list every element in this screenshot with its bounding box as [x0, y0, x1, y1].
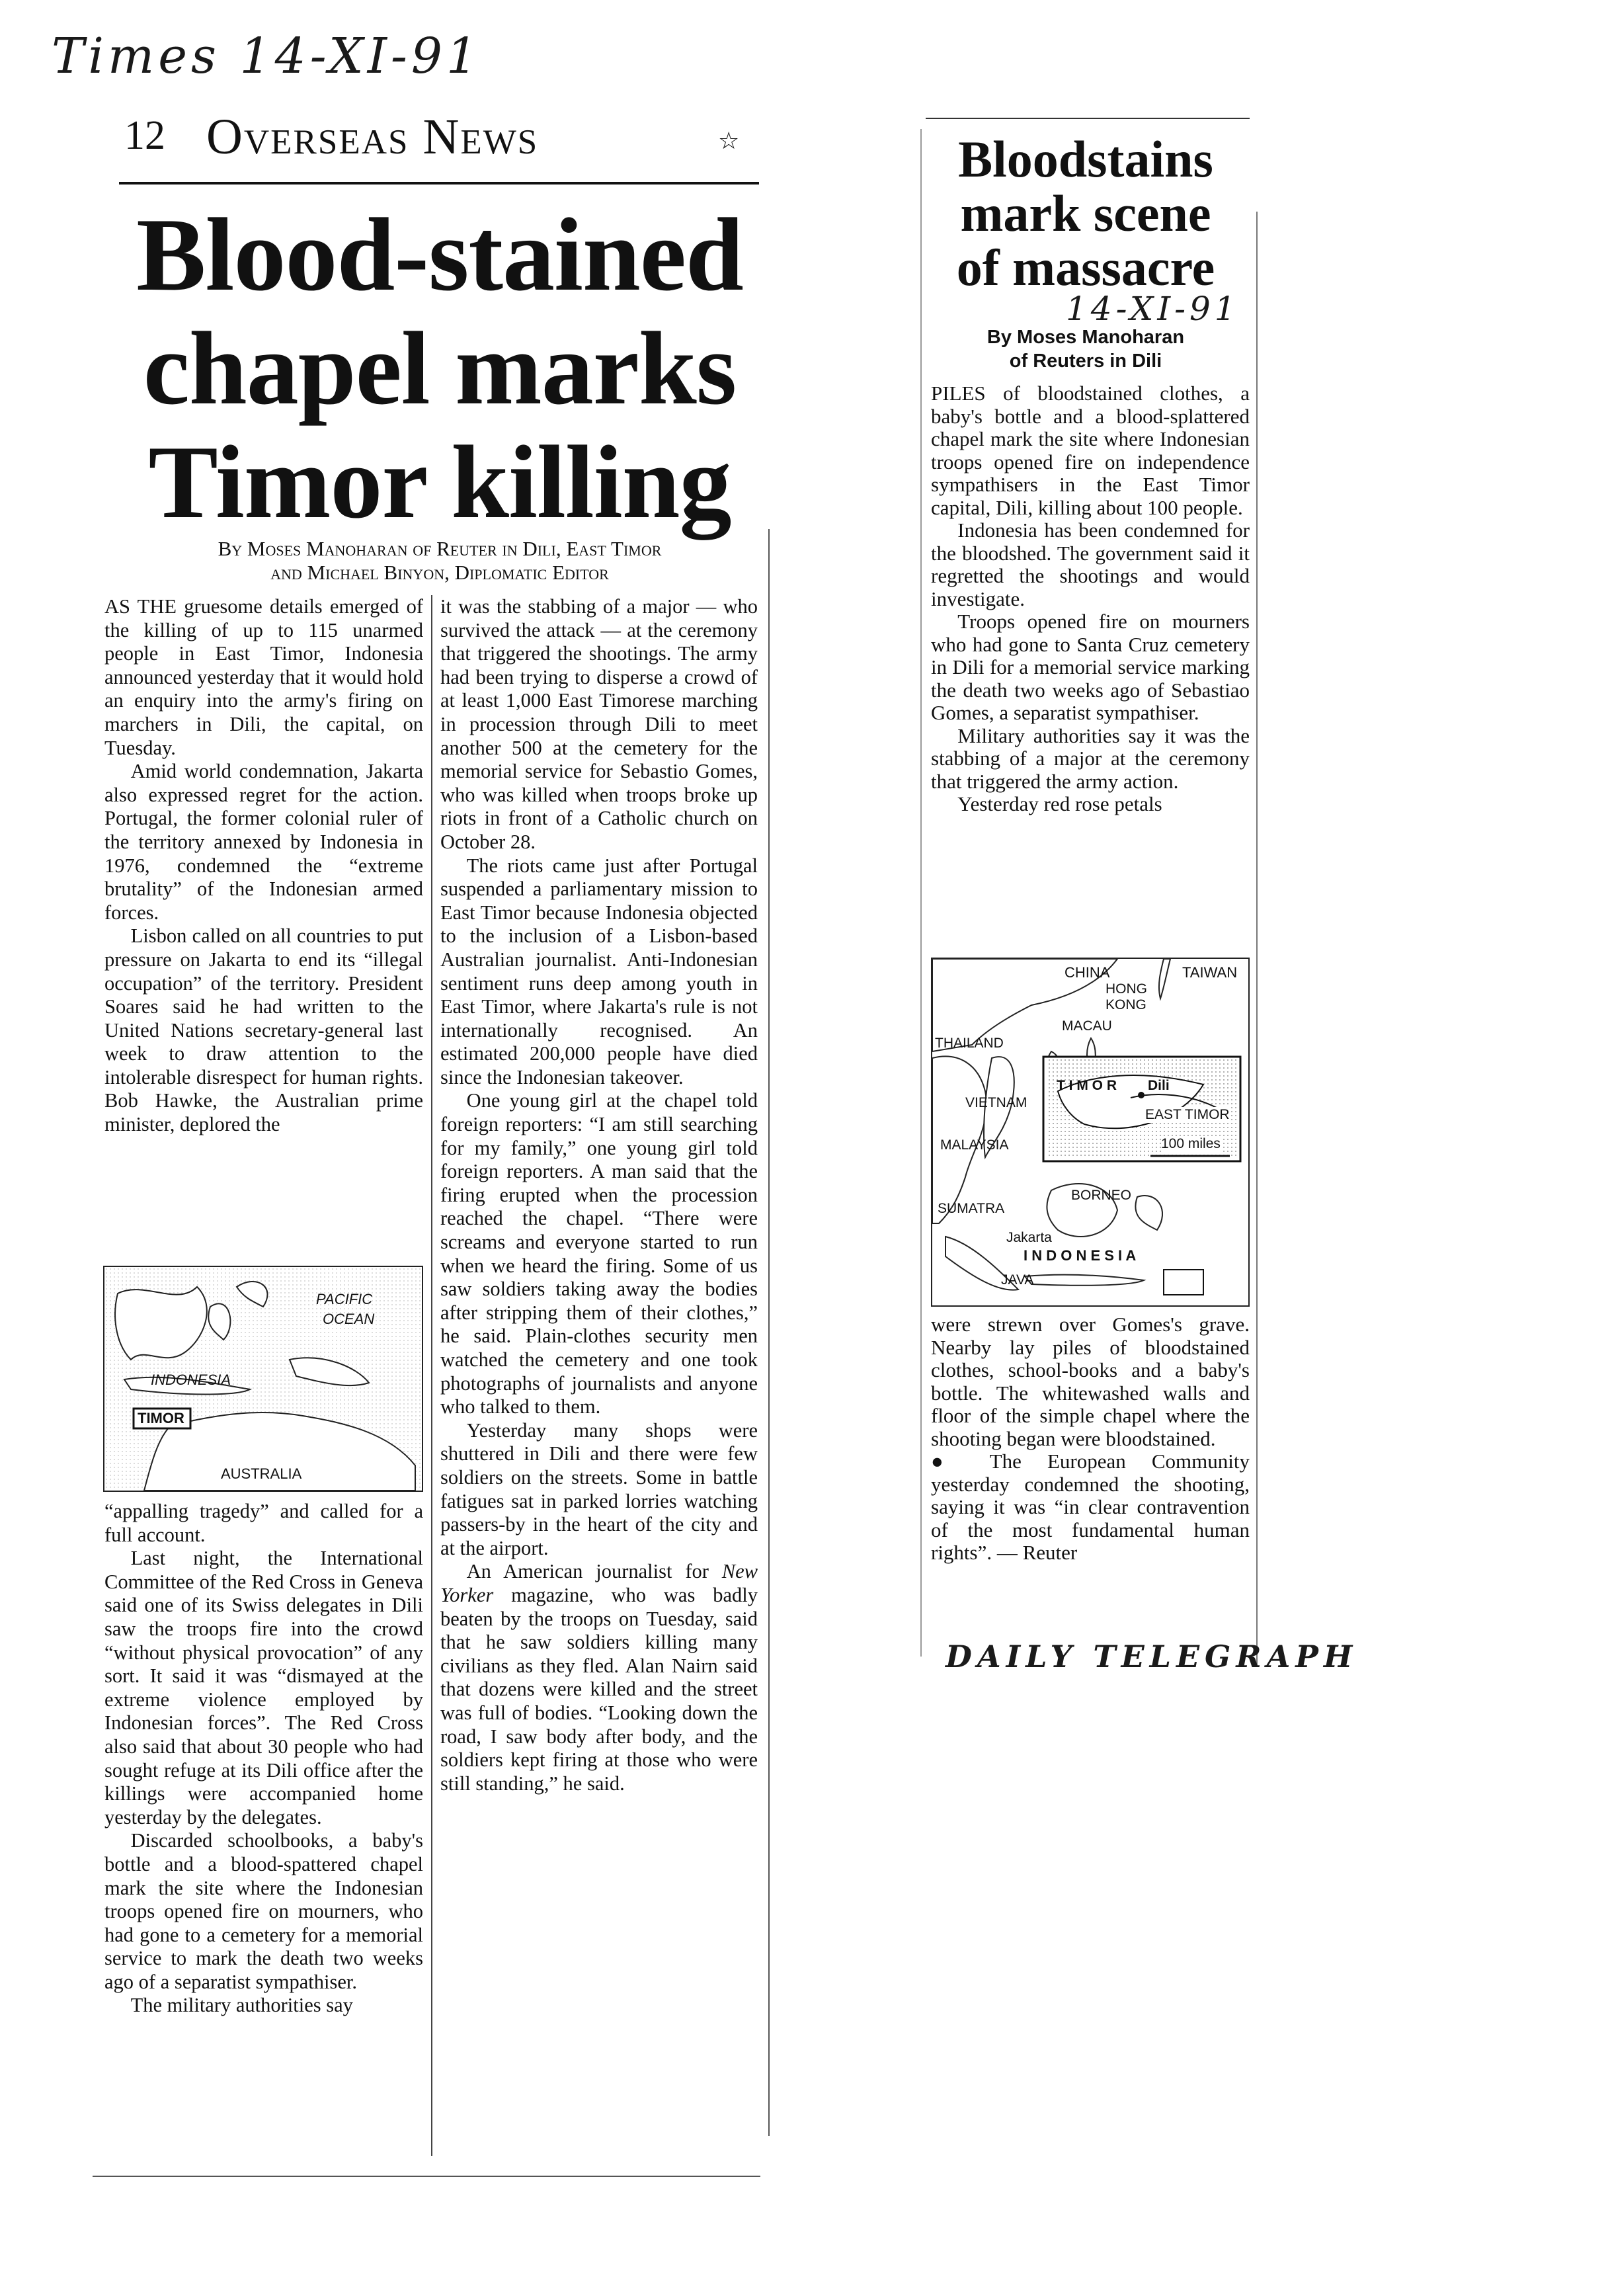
byline	[106, 537, 774, 585]
paragraph: One young girl at the chapel told foreign reporters: “I am still searching for my family,” one young girl told foreign reporters. A man said that the firing erupted when the procession reached the chapel. “There were screams and everyone started to run when we heard the firing. Some of us saw soldiers taking away the bodies after stripping them of their clothes,” he said. Plain-clothes security men watched the cemetery and one took photographs of journalists and anyone who talked to them.	[440, 1089, 758, 1418]
map-label-east-timor: EAST TIMOR	[1145, 1107, 1230, 1122]
paragraph: The military authorities say	[130, 1994, 353, 2017]
telegraph-top-rule	[926, 118, 1250, 119]
section-title: Overseas News	[206, 109, 539, 165]
paragraph: Indonesia has been condemned for the bloodshed. The government said it regretted the shootings and would investigate.	[931, 518, 1250, 610]
map-label-timor: T I M O R	[1057, 1078, 1117, 1093]
map-label-thailand: THAILAND	[935, 1036, 1004, 1051]
map-label-java: JAVA	[1001, 1272, 1034, 1288]
map-label-dili: Dili	[1148, 1078, 1170, 1093]
telegraph-headline	[927, 132, 1244, 295]
map-label-timor: TIMOR	[138, 1410, 184, 1426]
map-label-macau: MACAU	[1062, 1018, 1112, 1034]
map-label-australia: AUSTRALIA	[221, 1465, 302, 1482]
page-number: 12	[124, 113, 165, 158]
headline-line: Bloodstains	[958, 130, 1213, 188]
paragraph: The riots came just after Portugal suspended a parliamentary mission to East Timor because Indonesia objected to the inclusion of a Lisbon-based Australian journalist. Anti-Indonesian sentiment runs deep among youth in East Timor, where Jakarta's rule is not internationally recognised. An estimated 200,000 people have died since the Indonesian takeover.	[440, 854, 758, 1088]
map-label-indonesia: INDONESIA	[151, 1372, 231, 1388]
byline-line: By Moses Manoharan	[986, 327, 1185, 348]
paragraph: Lisbon called on all countries to put pressure on Jakarta to end its “illegal occupation” of the territory. President Soares said he had written to the United Nations secretary-general last week to draw attention to the intolerable disrespect for human rights. Bob Hawke, the Australian prime minister, deplored the	[104, 924, 423, 1136]
telegraph-right-rule	[1256, 212, 1258, 1666]
journalist-text: An American journalist for	[466, 1560, 722, 1583]
telegraph-column-top	[931, 382, 1250, 816]
headline-line: Timor killing	[148, 425, 731, 540]
times-column-2	[440, 595, 758, 1795]
headline-line: of massacre	[956, 239, 1215, 296]
times-bottom-rule	[93, 2176, 760, 2177]
map-label-kong: KONG	[1106, 997, 1146, 1012]
map-label-malaysia: MALAYSIA	[940, 1137, 1009, 1153]
paragraph	[440, 1560, 758, 1795]
byline-line: and Michael Binyon, Diplomatic Editor	[270, 561, 609, 584]
map-label-pacific: PACIFIC	[316, 1291, 373, 1307]
headline-line: Blood-stained	[136, 197, 743, 313]
telegraph-left-rule	[920, 129, 922, 1657]
paragraph: Troops opened fire on mourners who had gone to Santa Cruz cemetery in Dili for a memorial service marking the death two weeks ago of Sebastiao Gomes, a separatist sympathiser.	[931, 610, 1250, 724]
map-label-borneo: BORNEO	[1071, 1188, 1132, 1203]
paragraph: it was the stabbing of a major — who survived the attack — at the ceremony that triggered the shootings. The army had been trying to disperse a crowd of at least 1,000 East Timorese marching in procession through Dili to meet another 500 at the cemetery for the memorial service for Sebastio Gomes, who was killed when troops broke up riots in front of a Catholic church on October 28.	[440, 595, 758, 853]
byline-line: By Moses Manoharan of Reuter in Dili, East Timor	[218, 537, 662, 560]
map-label-hong: HONG	[1106, 981, 1147, 997]
paragraph: Yesterday red rose petals	[957, 792, 1162, 815]
handwritten-source-note: DAILY TELEGRAPH	[945, 1639, 1358, 1674]
paragraph: AS THE gruesome details emerged of the killing of up to 115 unarmed people in East Timor, Indonesia announced yesterday that it would hold an enquiry into the army's firing on marchers in Dili, the capital, on Tuesday.	[104, 595, 423, 759]
map-label-sumatra: SUMATRA	[938, 1201, 1005, 1216]
column-divider	[431, 595, 432, 2156]
paragraph: Last night, the International Committee of the Red Cross in Geneva said one of its Swiss delegates in Dili saw the troops fire into the crowd “without physical provocation” of any sort. It said it was “dismayed at the extreme violence employed by Indonesian forces”. The Red Cross also said that about 30 people who had sought refuge at its Dili office after the killings were accompanied home yesterday by the delegates.	[104, 1547, 423, 1828]
byline-line: of Reuters in Dili	[1009, 350, 1162, 372]
journalist-text: magazine, who was badly beaten by the troops on Tuesday, said that he saw soldiers killing many civilians as they fled. Alan Nairn said that dozens were killed and the street was full of bodies. “Looking down the road, I saw body after body, and the soldiers kept firing at those who were still standing,” he said.	[440, 1583, 758, 1795]
telegraph-column-bottom	[931, 1313, 1250, 1565]
paragraph: Yesterday many shops were shuttered in Dili and there were few soldiers on the streets. Some in battle fatigues sat in parked lorries watching passers-by in the heart of the city and at the airport.	[440, 1418, 758, 1559]
star-icon: ☆	[718, 128, 740, 154]
map-label-vietnam: VIETNAM	[965, 1095, 1027, 1110]
handwritten-date-note-right: 14-XI-91	[1066, 290, 1240, 328]
paragraph: Military authorities say it was the stabbing of a major at the ceremony that triggered the army action.	[931, 723, 1250, 793]
map-label-taiwan: TAIWAN	[1182, 964, 1238, 981]
map-label-jakarta: Jakarta	[1006, 1230, 1052, 1245]
handwritten-date-note: Times 14-XI-91	[52, 28, 482, 85]
times-right-rule	[768, 529, 770, 2136]
map-label-ocean: OCEAN	[323, 1311, 375, 1327]
headline-line: mark scene	[960, 184, 1211, 242]
section-rule	[119, 182, 759, 184]
paragraph: Amid world condemnation, Jakarta also expressed regret for the action. Portugal, the former colonial ruler of the territory annexed by Indonesia in 1976, condemned the “extreme brutality” of the Indonesian armed forces.	[104, 760, 423, 924]
map-label-china: CHINA	[1065, 964, 1110, 981]
map-label-indonesia: I N D O N E S I A	[1024, 1247, 1137, 1264]
paragraph: “appalling tragedy” and called for a full account.	[104, 1500, 423, 1546]
magazine-name: New Yorker	[440, 1560, 758, 1606]
paragraph: PILES of bloodstained clothes, a baby's bottle and a blood-splattered chapel mark the site where Indonesian troops opened fire on independence sympathisers in the East Timor capital, Dili, killing about 100 people.	[931, 382, 1250, 519]
headline-line: chapel marks	[143, 311, 737, 427]
times-column-1-bottom	[104, 1500, 423, 2018]
headline	[99, 198, 780, 540]
timor-locator-map	[103, 1266, 423, 1492]
times-column-1-top	[104, 595, 423, 1137]
final-paragraph: ● The European Community yesterday condemned the shooting, saying it was “in clear contravention of the most fundamental human rights”. — Reuter	[931, 1450, 1250, 1564]
paragraph: were strewn over Gomes's grave. Nearby lay piles of bloodstained clothes, school-books and a baby's bottle. The whitewashed walls and floor of the simple chapel where the shooting began were bloodstained.	[931, 1313, 1250, 1450]
map-label-scale: 100 miles	[1161, 1136, 1221, 1151]
telegraph-byline	[927, 325, 1244, 373]
paragraph: Discarded schoolbooks, a baby's bottle and a blood-spattered chapel mark the site where the Indonesian troops opened fire on mourners, who had gone to a cemetery for a memorial service to mark the death two weeks ago of a separatist sympathiser.	[104, 1829, 423, 1993]
southeast-asia-map	[931, 958, 1250, 1307]
